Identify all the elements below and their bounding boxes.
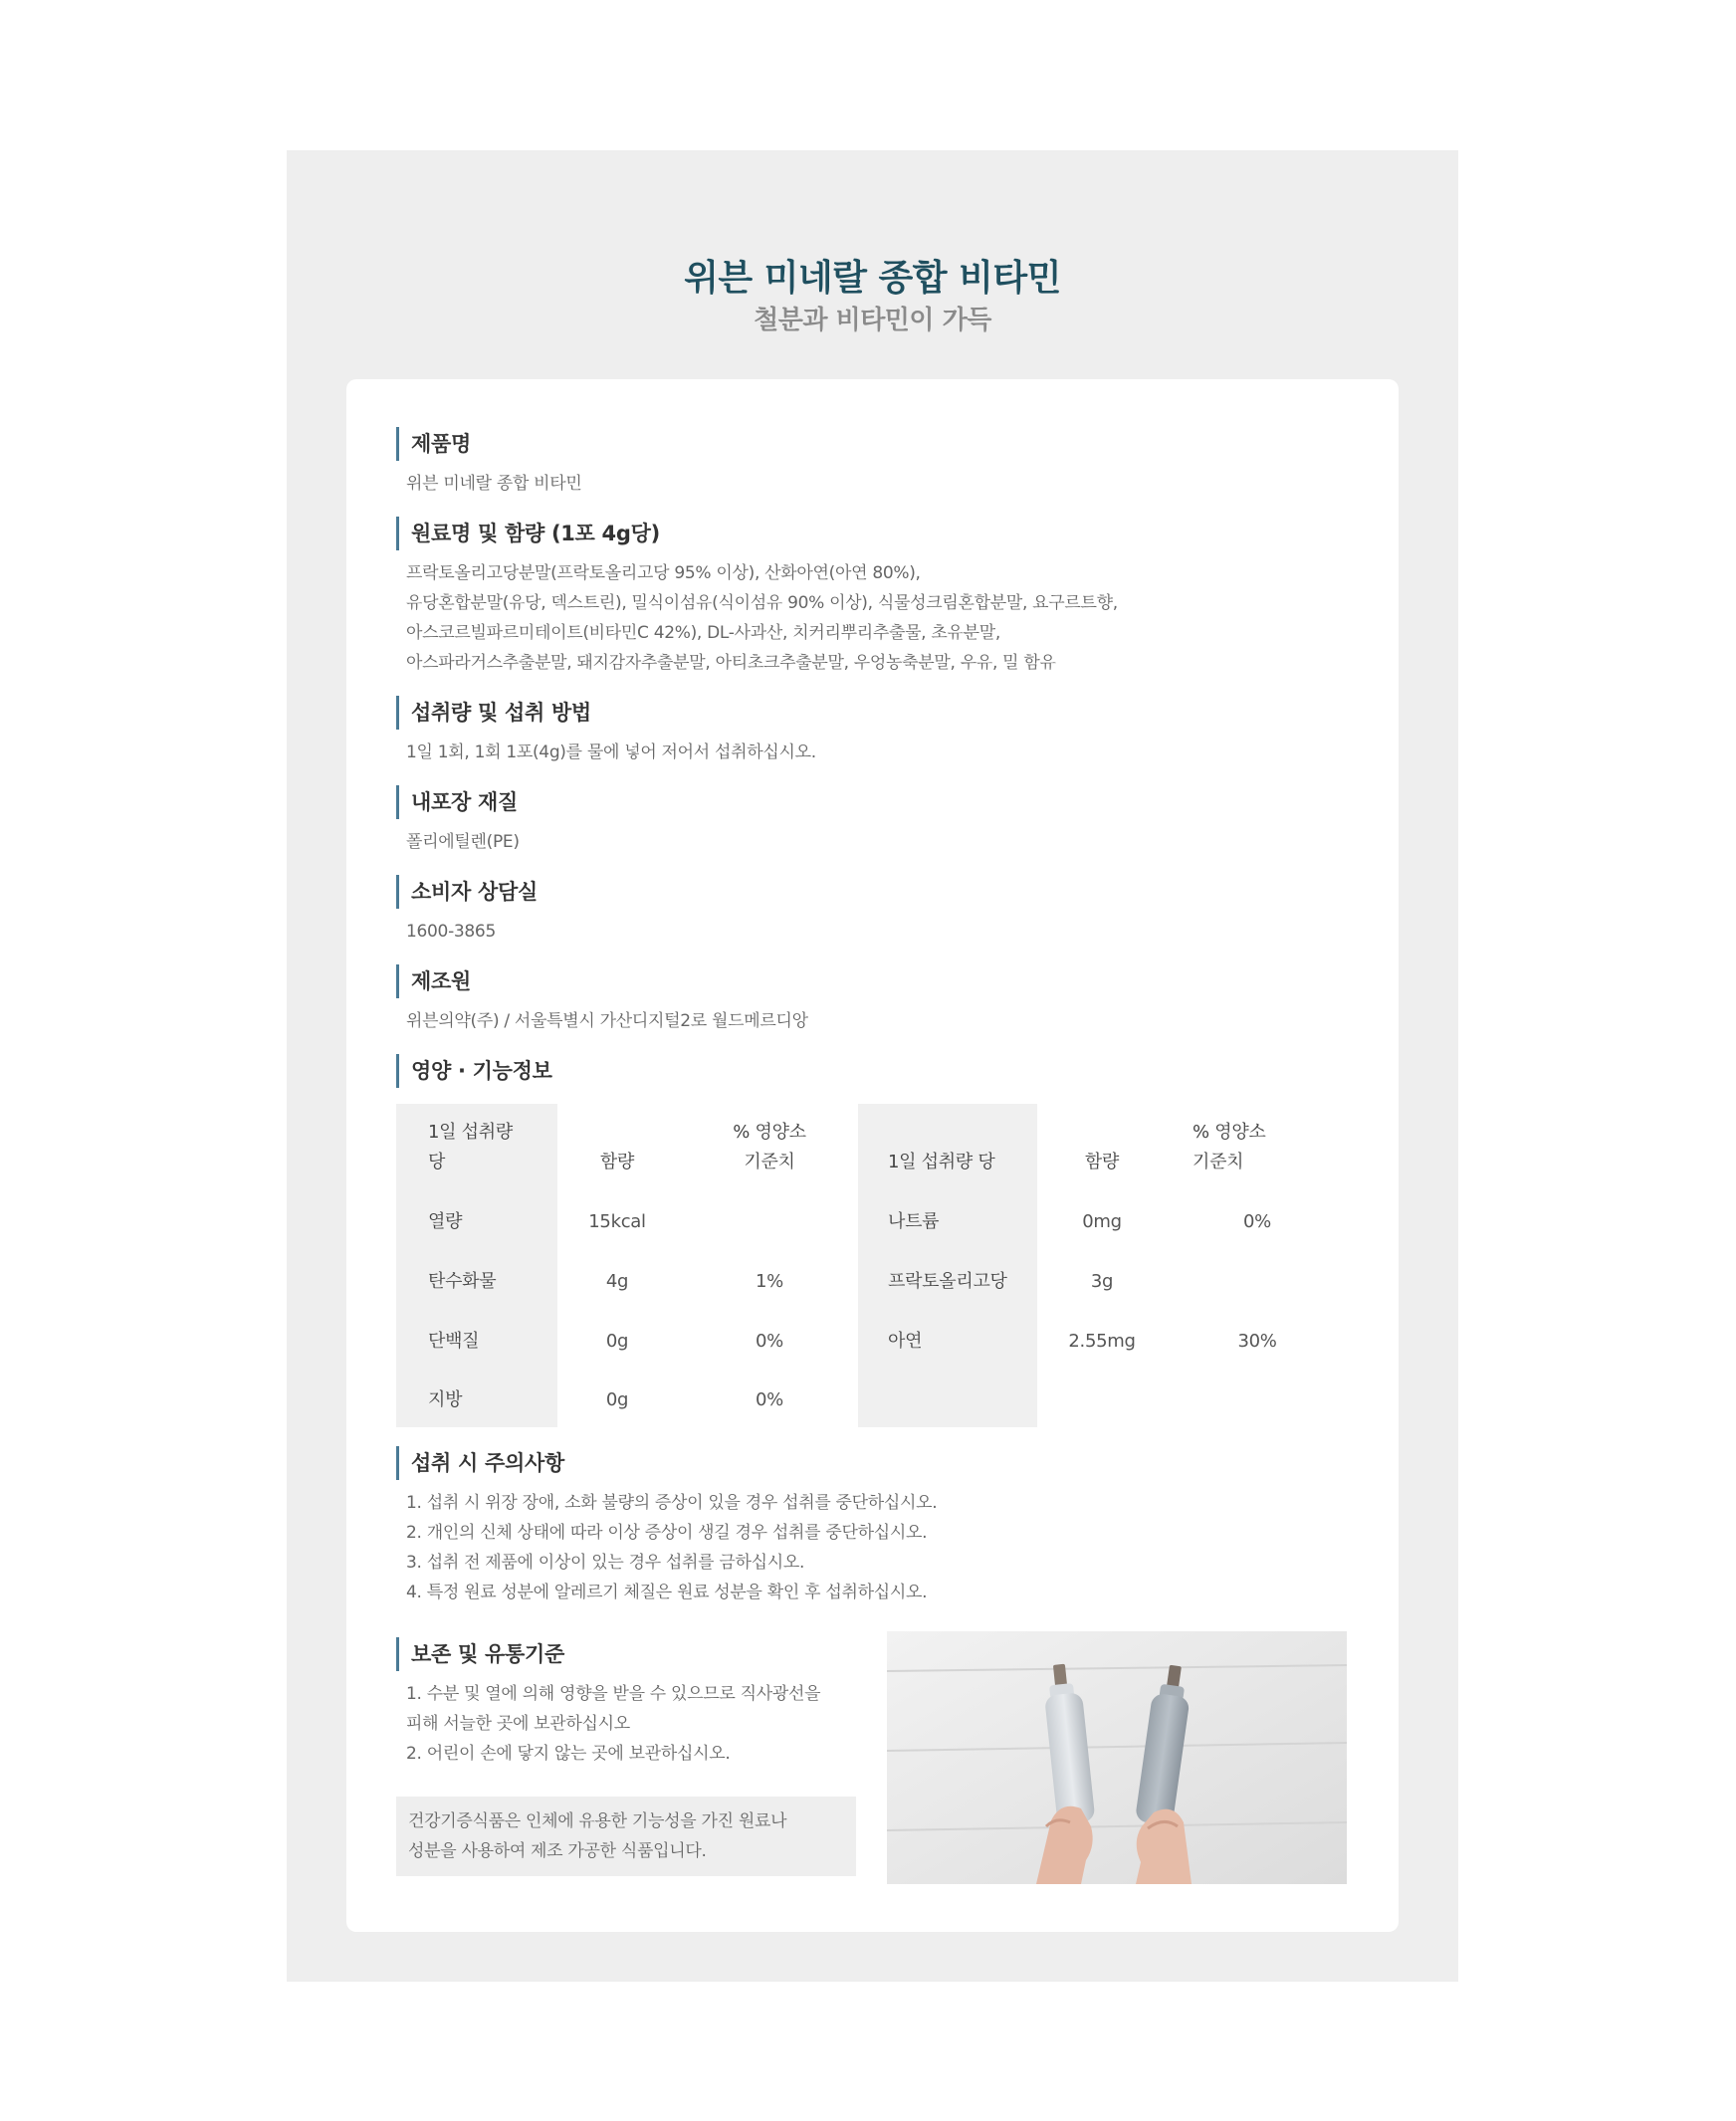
text-line: 1일 1회, 1회 1포(4g)를 물에 넣어 저어서 섭취하십시오.	[406, 742, 816, 762]
header-line: % 영양소	[733, 1122, 806, 1143]
header-line: 기준치	[1193, 1152, 1244, 1172]
text-line: 1. 섭취 시 위장 장애, 소화 불량의 증상이 있을 경우 섭취를 중단하십시오.	[406, 1493, 938, 1513]
section-body	[406, 917, 538, 947]
section-packaging	[396, 785, 520, 857]
section-body	[406, 1488, 937, 1607]
phone-number: 1600-3865	[406, 922, 496, 942]
row-amount: 0g	[605, 1331, 629, 1352]
header-line: % 영양소	[1193, 1122, 1266, 1143]
text-line: 위븐의약(주) / 서울특별시 가산디지털2로 월드메르디앙	[406, 1011, 808, 1031]
header-line: 1일 섭취량	[428, 1122, 513, 1143]
text-line: 폴리에틸렌(PE)	[406, 832, 520, 852]
text-line: 유당혼합분말(유당, 덱스트린), 밀식이섬유(식이섬유 90% 이상), 식물성크림혼합분말, 요구르트향,	[406, 593, 1118, 613]
row-label: 단백질	[428, 1331, 480, 1352]
page-subtitle: 철분과 비타민이 가득	[754, 306, 991, 335]
table-header	[1193, 1118, 1322, 1177]
text-line: 위븐 미네랄 종합 비타민	[406, 474, 582, 494]
table-header: 함량	[1084, 1152, 1120, 1172]
info-card	[346, 379, 1399, 1932]
row-percent: 0%	[1243, 1211, 1271, 1232]
header-line: 당	[428, 1152, 446, 1172]
row-amount: 4g	[605, 1271, 629, 1292]
section-heading: 섭취 시 주의사항	[396, 1446, 937, 1480]
section-intake	[396, 696, 816, 767]
health-food-note	[396, 1797, 856, 1876]
section-body	[406, 827, 520, 857]
section-heading: 원료명 및 함량 (1포 4g당)	[396, 517, 1118, 550]
row-label: 프락토올리고당	[888, 1271, 1007, 1292]
row-amount: 2.55mg	[1068, 1331, 1136, 1352]
section-heading: 소비자 상담실	[396, 875, 538, 909]
row-percent: 0%	[756, 1331, 783, 1352]
row-percent: 30%	[1237, 1331, 1277, 1352]
section-heading: 영양 · 기능정보	[396, 1054, 552, 1088]
page-title: 위븐 미네랄 종합 비타민	[684, 258, 1061, 299]
section-heading: 내포장 재질	[396, 785, 520, 819]
section-ingredients	[396, 517, 1118, 678]
row-percent: 0%	[756, 1389, 783, 1410]
text-line: 4. 특정 원료 성분에 알레르기 체질은 원료 성분을 확인 후 섭취하십시오.	[406, 1583, 928, 1602]
section-heading: 제조원	[396, 964, 808, 998]
text-line: 아스코르빌파르미테이트(비타민C 42%), DL-사과산, 치커리뿌리추출물, 초유분말,	[406, 623, 1000, 643]
table-header: 함량	[599, 1152, 635, 1172]
section-body	[406, 1679, 820, 1769]
text-line: 피해 서늘한 곳에 보관하십시오	[406, 1714, 630, 1734]
section-body	[406, 469, 582, 499]
hands-holding-bottles-illustration	[887, 1631, 1347, 1884]
section-manufacturer	[396, 964, 808, 1036]
row-amount: 3g	[1090, 1271, 1114, 1292]
row-label: 나트륨	[888, 1211, 940, 1232]
text-line: 프락토올리고당분말(프락토올리고당 95% 이상), 산화아연(아연 80%),	[406, 563, 921, 583]
section-storage	[396, 1637, 820, 1769]
text-line: 2. 어린이 손에 닿지 않는 곳에 보관하십시오.	[406, 1744, 731, 1764]
text-line: 아스파라거스추출분말, 돼지감자추출분말, 아티초크추출분말, 우엉농축분말, 우유, 밀 함유	[406, 653, 1056, 673]
table-header	[428, 1118, 538, 1177]
row-label: 탄수화물	[428, 1271, 497, 1292]
product-info-panel	[287, 150, 1458, 1982]
row-percent: 1%	[756, 1271, 783, 1292]
row-label: 아연	[888, 1331, 923, 1352]
section-heading: 섭취량 및 섭취 방법	[396, 696, 816, 730]
row-amount: 0g	[605, 1389, 629, 1410]
section-nutrition	[396, 1054, 552, 1088]
text-line: 1. 수분 및 열에 의해 영향을 받을 수 있으므로 직사광선을	[406, 1684, 821, 1704]
row-amount: 15kcal	[588, 1211, 646, 1232]
section-consumer	[396, 875, 538, 947]
table-header: 1일 섭취량 당	[888, 1152, 995, 1172]
section-body	[406, 558, 1118, 678]
row-label: 열량	[428, 1211, 463, 1232]
section-body	[406, 1006, 808, 1036]
section-body	[406, 738, 816, 767]
row-label: 지방	[428, 1389, 463, 1410]
section-product-name	[396, 427, 582, 499]
text-line: 2. 개인의 신체 상태에 따라 이상 증상이 생길 경우 섭취를 중단하십시오.	[406, 1523, 928, 1543]
text-line: 3. 섭취 전 제품에 이상이 있는 경우 섭취를 금하십시오.	[406, 1553, 805, 1573]
product-photo	[887, 1631, 1347, 1884]
text-line: 성분을 사용하여 제조 가공한 식품입니다.	[408, 1841, 707, 1861]
header-line: 기준치	[744, 1152, 795, 1172]
section-heading: 제품명	[396, 427, 582, 461]
row-amount: 0mg	[1082, 1211, 1122, 1232]
section-caution	[396, 1446, 937, 1607]
text-line: 건강기증식품은 인체에 유용한 기능성을 가진 원료나	[408, 1811, 787, 1831]
section-heading: 보존 및 유통기준	[396, 1637, 820, 1671]
table-header	[695, 1118, 844, 1177]
nutrition-table	[396, 1104, 1322, 1427]
